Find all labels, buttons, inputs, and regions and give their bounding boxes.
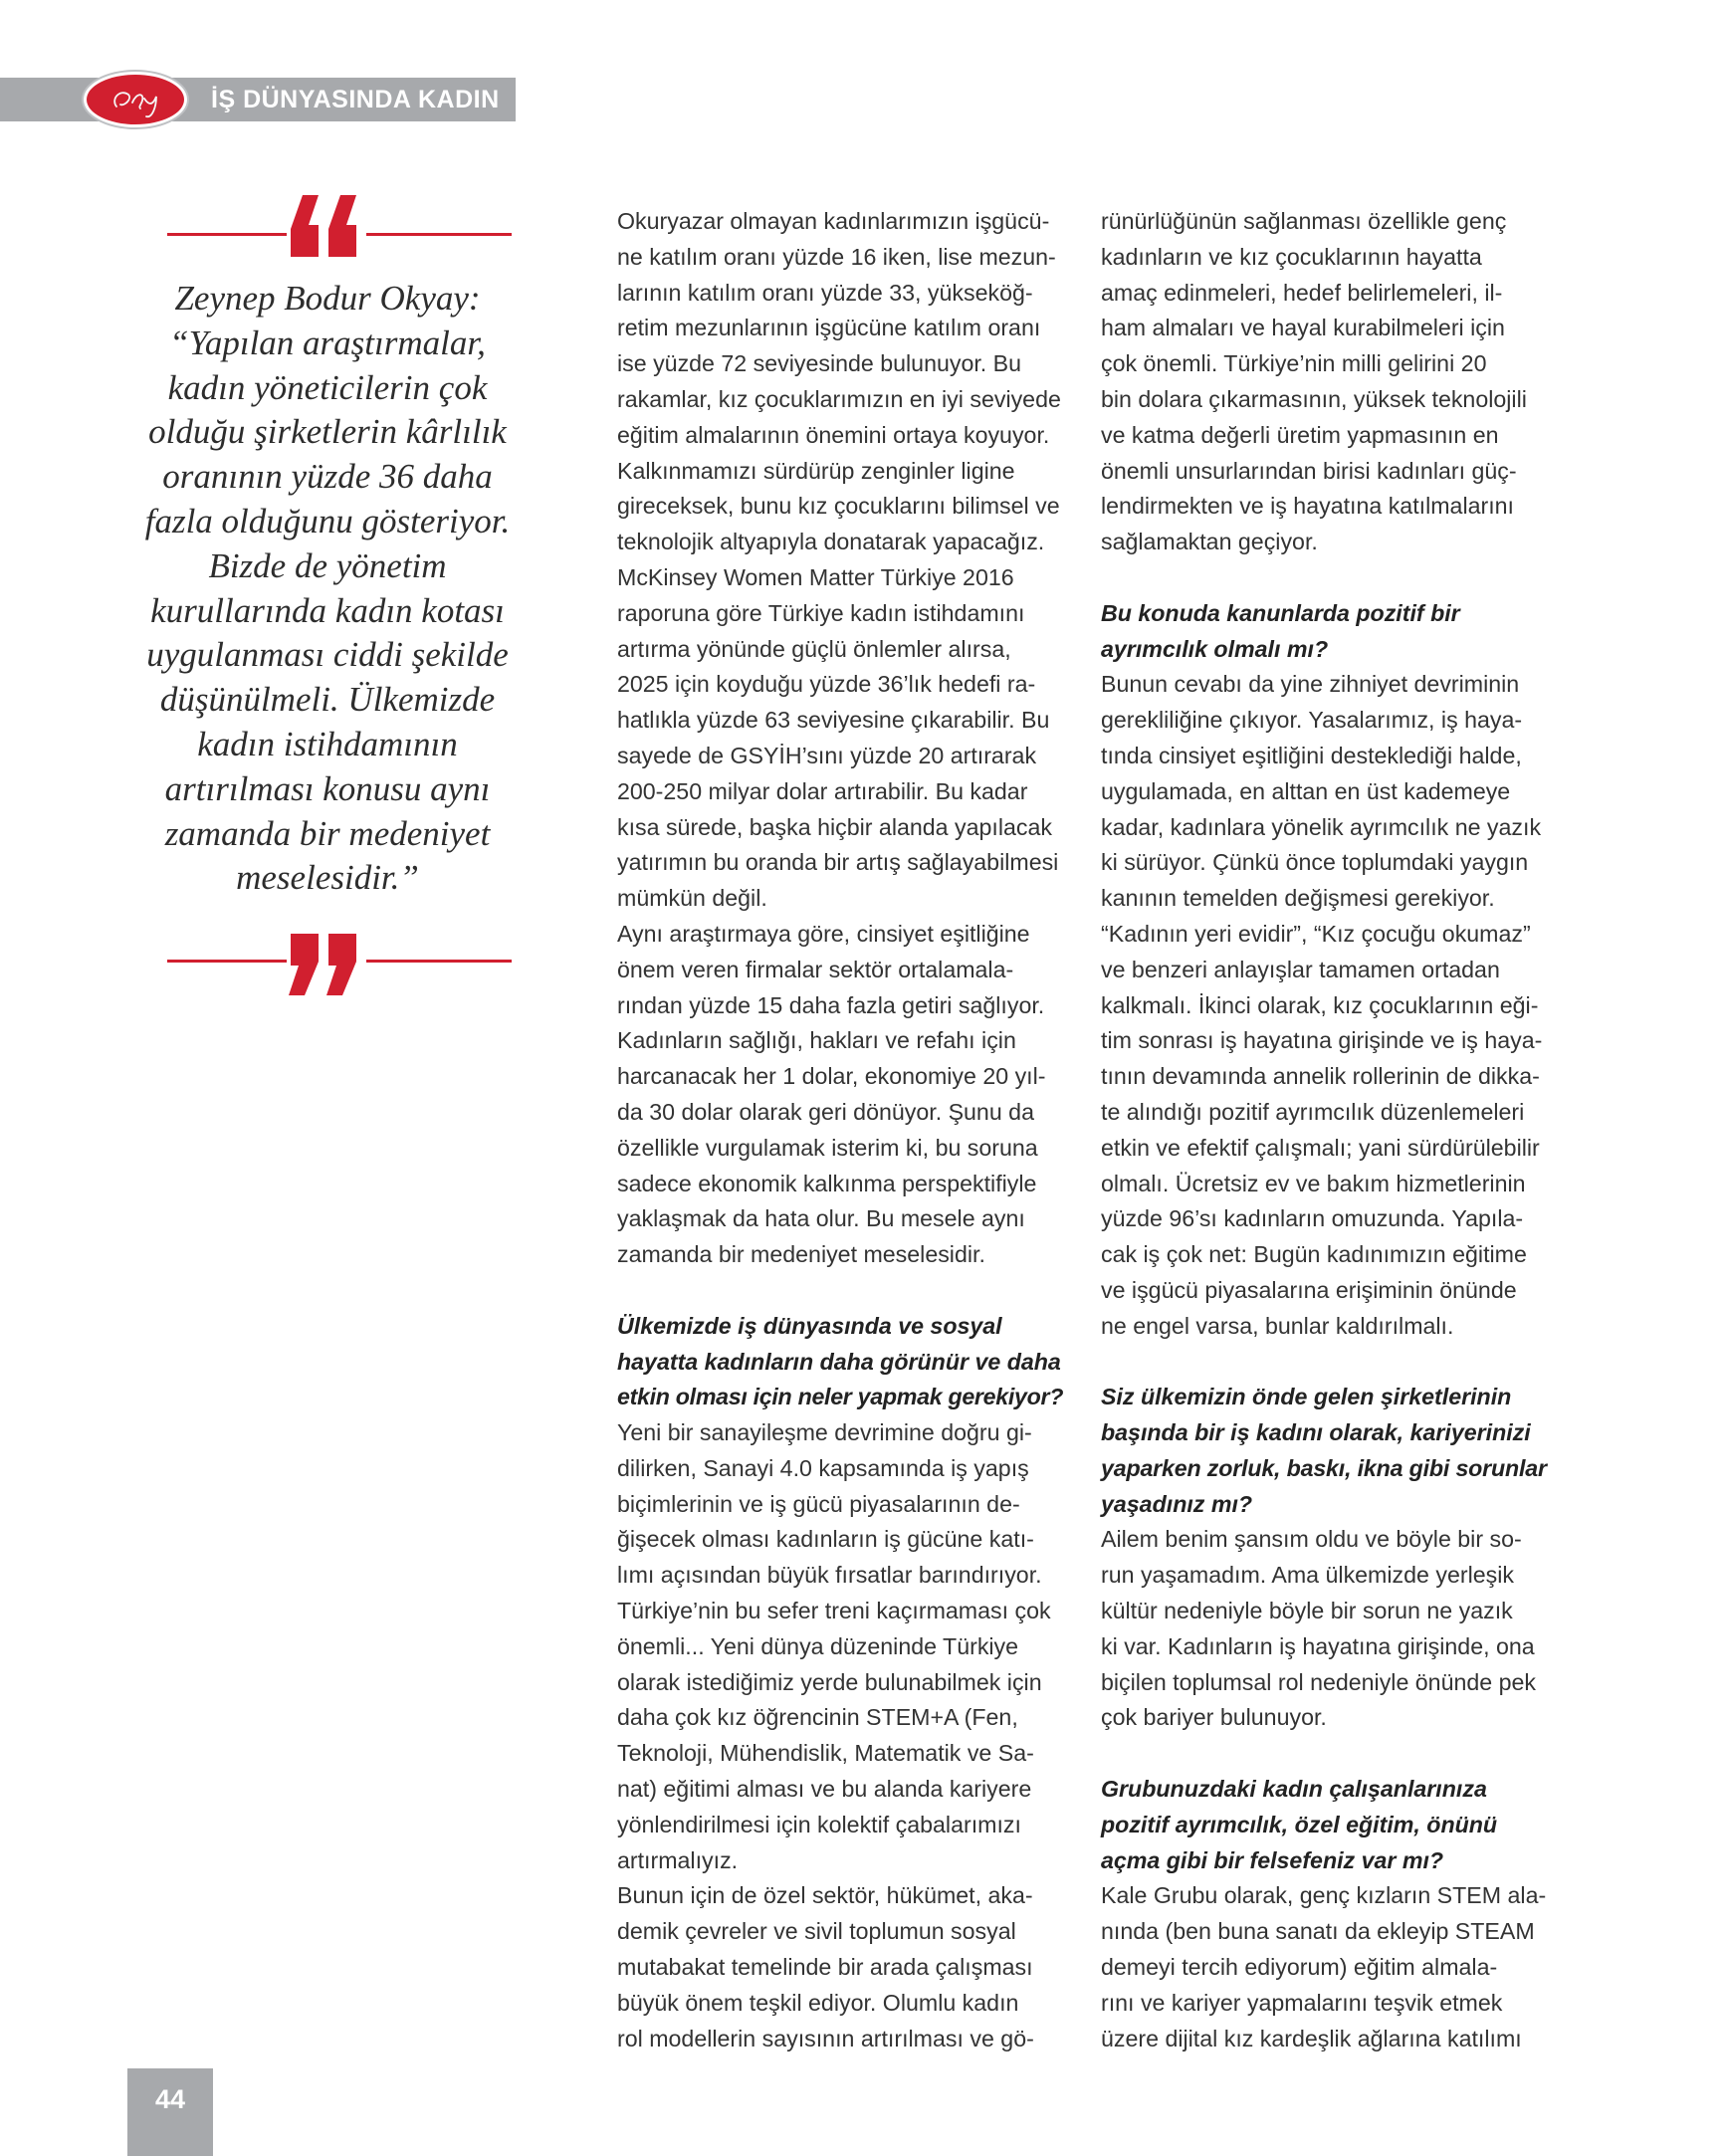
quote-bottom-rule-left: [167, 960, 287, 963]
body-text-line: ki var. Kadınların iş hayatına girişinde, ona: [1101, 1632, 1535, 1659]
body-text-line: rını ve kariyer yapmalarını teşvik etmek: [1101, 1989, 1503, 2016]
body-text-line: artırma yönünde güçlü önlemler alırsa,: [617, 635, 1011, 662]
body-text-line: ne engel varsa, bunlar kaldırılmalı.: [1101, 1312, 1454, 1339]
paragraph-gap: [1101, 560, 1547, 596]
body-text-line: özellikle vurgulamak isterim ki, bu soruna: [617, 1134, 1038, 1161]
body-text-line: larının katılım oranı yüzde 33, yükseköğ-: [617, 279, 1033, 306]
body-text-line: yüzde 96’sı kadınların omuzunda. Yapıla-: [1101, 1205, 1524, 1232]
body-text-line: Bunun cevabı da yine zihniyet devriminin: [1101, 671, 1520, 698]
body-text-line: olmalı. Ücretsiz ev ve bakım hizmetlerinin: [1101, 1170, 1526, 1196]
body-text-line: Aynı araştırmaya göre, cinsiyet eşitliğine: [617, 920, 1030, 947]
body-text-line: lımı açısından büyük fırsatlar barındırıyor.: [617, 1562, 1042, 1589]
pull-quote-line: uygulanması ciddi şekilde: [146, 635, 509, 675]
body-text-line: “Kadının yeri evidir”, “Kız çocuğu okumaz”: [1101, 920, 1531, 947]
body-text-line: çok önemli. Türkiye’nin milli gelirini 20: [1101, 350, 1487, 377]
body-text-line: harcanacak her 1 dolar, ekonomiye 20 yıl-: [617, 1063, 1046, 1090]
body-text-line: Kalkınmamızı sürdürüp zenginler ligine: [617, 457, 1015, 484]
body-text-line: demik çevreler ve sivil toplumun sosyal: [617, 1918, 1016, 1945]
body-text-line: sağlamaktan geçiyor.: [1101, 529, 1318, 555]
quote-bottom-rule-right: [366, 960, 512, 963]
magazine-logo: [84, 72, 187, 127]
body-text-line: da 30 dolar olarak geri dönüyor. Şunu da: [617, 1098, 1034, 1125]
body-text-line: yatırımın bu oranda bir artış sağlayabilmesi: [617, 849, 1059, 876]
body-text-line: daha çok kız öğrencinin STEM+A (Fen,: [617, 1704, 1018, 1731]
body-text-line: sadece ekonomik kalkınma perspektifiyle: [617, 1170, 1037, 1196]
body-text-line: kültür nedeniyle böyle bir sorun ne yazık: [1101, 1598, 1513, 1624]
body-text-line: olarak istediğimiz yerde bulunabilmek için: [617, 1668, 1042, 1695]
body-text-line: cak iş çok net: Bugün kadınımızın eğitime: [1101, 1241, 1527, 1268]
body-text-line: Kadınların sağlığı, hakları ve refahı için: [617, 1027, 1016, 1054]
body-text-line: amaç edinmeleri, hedef belirlemeleri, il-: [1101, 279, 1503, 306]
body-text-line: kanının temelden değişmesi gerekiyor.: [1101, 885, 1495, 912]
body-text-line: run yaşamadım. Ama ülkemizde yerleşik: [1101, 1562, 1514, 1589]
body-text-line: Ailem benim şansım oldu ve böyle bir so-: [1101, 1526, 1522, 1553]
body-text-line: ki sürüyor. Çünkü önce toplumdaki yaygın: [1101, 849, 1529, 876]
article-column-2: [617, 204, 1063, 2056]
body-text-line: ne katılım oranı yüzde 16 iken, lise mezun-: [617, 243, 1056, 270]
pull-quote-line: kadın yöneticilerin çok: [167, 367, 488, 407]
body-text-line: biçimlerinin ve iş gücü piyasalarının de-: [617, 1490, 1020, 1517]
interview-question-line: ayrımcılık olmalı mı?: [1101, 635, 1329, 662]
interview-question-line: Siz ülkemizin önde gelen şirketlerinin: [1101, 1384, 1512, 1410]
body-text-line: gerekliliğine çıkıyor. Yasalarımız, iş haya-: [1101, 707, 1523, 734]
quote-top-rule-right: [366, 233, 512, 236]
pull-quote: [137, 277, 518, 901]
body-text-line: mümkün değil.: [617, 885, 767, 912]
body-text-line: etkin ve efektif çalışmalı; yani sürdürülebilir: [1101, 1134, 1540, 1161]
body-text-line: uygulamada, en alttan en üst kademeye: [1101, 777, 1511, 804]
body-text-line: teknolojik altyapıyla donatarak yapacağız.: [617, 529, 1045, 555]
body-text-line: raporuna göre Türkiye kadın istihdamını: [617, 599, 1025, 626]
page-number-box: [127, 2068, 213, 2156]
body-text-line: demeyi tercih ediyorum) eğitim almala-: [1101, 1954, 1498, 1981]
interview-question-line: Bu konuda kanunlarda pozitif bir: [1101, 599, 1460, 626]
pull-quote-line: artırılması konusu aynı: [164, 768, 491, 808]
paragraph-gap: [1101, 1345, 1547, 1381]
body-text-line: tında cinsiyet eşitliğini desteklediği halde,: [1101, 742, 1522, 768]
body-text-line: Türkiye’nin bu sefer treni kaçırmaması çok: [617, 1598, 1051, 1624]
body-text-line: McKinsey Women Matter Türkiye 2016: [617, 563, 1014, 590]
interview-question-line: Ülkemizde iş dünyasında ve sosyal: [617, 1312, 1002, 1339]
pull-quote-line: zamanda bir medeniyet: [164, 813, 491, 853]
body-text-line: Teknoloji, Mühendislik, Matematik ve Sa-: [617, 1740, 1034, 1767]
page-number: 44: [154, 2084, 186, 2114]
body-text-line: kadınların ve kız çocuklarının hayatta: [1101, 243, 1482, 270]
body-text-line: mutabakat temelinde bir arada çalışması: [617, 1954, 1033, 1981]
body-text-line: rından yüzde 15 daha fazla getiri sağlıyor.: [617, 991, 1045, 1018]
interview-question-line: hayatta kadınların daha görünür ve daha: [617, 1348, 1061, 1375]
body-text-line: Bunun için de özel sektör, hükümet, aka-: [617, 1882, 1033, 1909]
paragraph-gap: [617, 1273, 1063, 1309]
body-text-line: ise yüzde 72 seviyesinde bulunuyor. Bu: [617, 350, 1022, 377]
pull-quote-line: Bizde de yönetim: [208, 545, 447, 585]
body-text-line: retim mezunlarının işgücüne katılım oranı: [617, 315, 1041, 341]
quote-top-rule-left: [167, 233, 287, 236]
body-text-line: artırmalıyız.: [617, 1846, 739, 1873]
body-text-line: önemli... Yeni dünya düzeninde Türkiye: [617, 1632, 1019, 1659]
body-text-line: önemli unsurlarından birisi kadınları güç-: [1101, 457, 1517, 484]
open-quote-icon: [289, 195, 364, 259]
body-text-line: 2025 için koyduğu yüzde 36’lık hedefi ra-: [617, 671, 1036, 698]
body-text-line: yönlendirilmesi için kolektif çabalarımızı: [617, 1811, 1021, 1837]
body-text-line: sayede de GSYİH’sını yüzde 20 artırarak: [617, 742, 1037, 768]
body-text-line: rakamlar, kız çocuklarımızın en iyi seviyede: [617, 385, 1061, 412]
body-text-line: kadar, kadınlara yönelik ayrımcılık ne yazık: [1101, 813, 1542, 840]
body-text-line: Kale Grubu olarak, genç kızların STEM ala-: [1101, 1882, 1547, 1909]
script-signature-logo-icon: [87, 75, 184, 124]
body-text-line: önem veren firmalar sektör ortalamala-: [617, 956, 1014, 982]
body-text-line: Yeni bir sanayileşme devrimine doğru gi-: [617, 1419, 1032, 1446]
pull-quote-line: “Yapılan araştırmalar,: [169, 323, 486, 362]
interview-question-line: başında bir iş kadını olarak, kariyerinizi: [1101, 1419, 1531, 1446]
body-text-line: büyük önem teşkil ediyor. Olumlu kadın: [617, 1989, 1019, 2016]
pull-quote-line: kadın istihdamının: [197, 724, 458, 763]
pull-quote-line: fazla olduğunu gösteriyor.: [144, 501, 511, 540]
interview-question-line: yaparken zorluk, baskı, ikna gibi sorunlar: [1101, 1454, 1547, 1481]
body-text-line: Okuryazar olmayan kadınlarımızın işgücü-: [617, 208, 1050, 234]
interview-question-line: pozitif ayrımcılık, özel eğitim, önünü: [1101, 1811, 1498, 1837]
body-text-line: zamanda bir medeniyet meselesidir.: [617, 1241, 985, 1268]
body-text-line: dilirken, Sanayi 4.0 kapsamında iş yapış: [617, 1454, 1029, 1481]
body-text-line: te alındığı pozitif ayrımcılık düzenlemeleri: [1101, 1098, 1525, 1125]
body-text-line: 200-250 milyar dolar artırabilir. Bu kadar: [617, 777, 1028, 804]
body-text-line: nat) eğitimi alması ve bu alanda kariyere: [617, 1776, 1032, 1803]
close-quote-icon: [289, 934, 364, 997]
section-title: İŞ DÜNYASINDA KADIN: [211, 86, 500, 113]
body-text-line: lendirmekten ve iş hayatına katılmalarını: [1101, 493, 1514, 520]
body-text-line: tim sonrası iş hayatına girişinde ve iş haya-: [1101, 1027, 1543, 1054]
body-text-line: kalkmalı. İkinci olarak, kız çocuklarının eği-: [1101, 991, 1539, 1018]
pull-quote-line: düşünülmeli. Ülkemizde: [159, 680, 496, 720]
body-text-line: ve işgücü piyasalarına erişiminin önünde: [1101, 1276, 1517, 1303]
body-text-line: ğişecek olması kadınların iş gücüne katı-: [617, 1526, 1034, 1553]
body-text-line: tının devamında annelik rollerinin de dikka-: [1101, 1063, 1540, 1090]
body-text-line: rol modellerin sayısının artırılması ve gö-: [617, 2025, 1034, 2051]
interview-question-line: yaşadınız mı?: [1101, 1490, 1253, 1517]
paragraph-gap: [1101, 1736, 1547, 1772]
body-text-line: üzere dijital kız kardeşlik ağlarına katılımı: [1101, 2025, 1522, 2051]
body-text-line: eğitim almalarının önemini ortaya koyuyor.: [617, 421, 1050, 448]
pull-quote-line: oranının yüzde 36 daha: [162, 457, 493, 497]
pull-quote-line: olduğu şirketlerin kârlılık: [148, 412, 507, 452]
body-text-line: ve benzeri anlayışlar tamamen ortadan: [1101, 956, 1500, 982]
body-text-line: yaklaşmak da hata olur. Bu mesele aynı: [617, 1205, 1025, 1232]
body-text-line: çok bariyer bulunuyor.: [1101, 1704, 1327, 1731]
interview-question-line: açma gibi bir felsefeniz var mı?: [1101, 1846, 1444, 1873]
body-text-line: biçilen toplumsal rol nedeniyle önünde pek: [1101, 1668, 1536, 1695]
body-text-line: kısa sürede, başka hiçbir alanda yapılacak: [617, 813, 1052, 840]
body-text-line: rünürlüğünün sağlanması özellikle genç: [1101, 208, 1507, 234]
body-text-line: nında (ben buna sanatı da ekleyip STEAM: [1101, 1918, 1535, 1945]
article-column-3: [1101, 204, 1547, 2056]
body-text-line: hatlıkla yüzde 63 seviyesine çıkarabilir. Bu: [617, 707, 1050, 734]
body-text-line: gireceksek, bunu kız çocuklarını bilimsel ve: [617, 493, 1060, 520]
pull-quote-line: Zeynep Bodur Okyay:: [174, 279, 481, 318]
pull-quote-line: meselesidir.”: [236, 858, 419, 898]
pull-quote-line: kurullarında kadın kotası: [150, 590, 505, 630]
body-text-line: ham almaları ve hayal kurabilmeleri için: [1101, 315, 1505, 341]
interview-question-line: Grubunuzdaki kadın çalışanlarınıza: [1101, 1776, 1487, 1803]
interview-question-line: etkin olması için neler yapmak gerekiyor?: [617, 1384, 1064, 1410]
body-text-line: ve katma değerli üretim yapmasının en: [1101, 421, 1499, 448]
body-text-line: bin dolara çıkarmasının, yüksek teknolojili: [1101, 385, 1527, 412]
